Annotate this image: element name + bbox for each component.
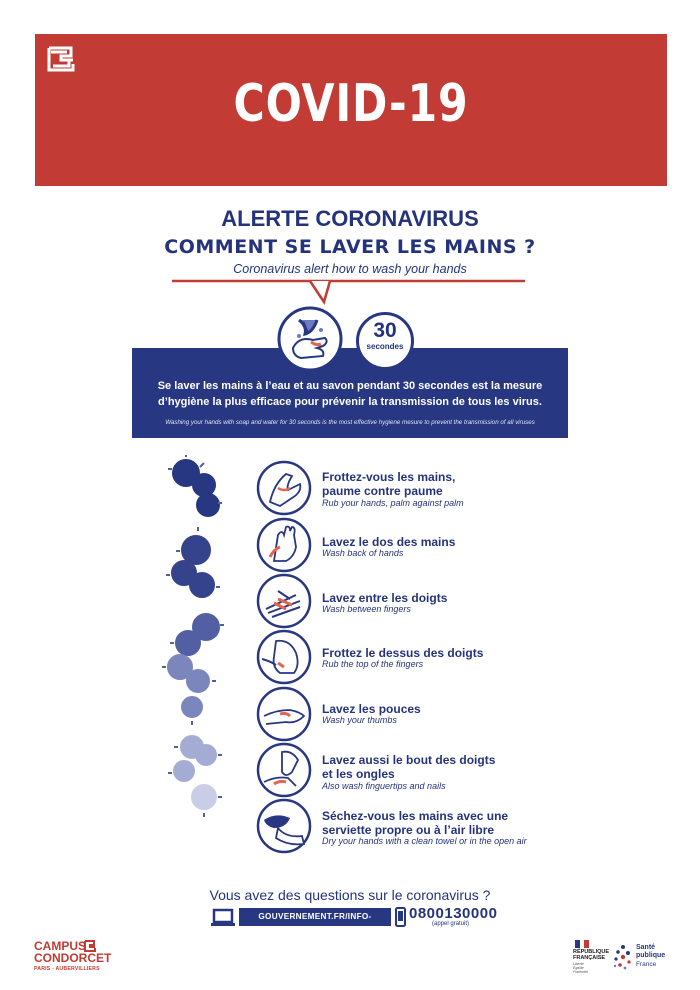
rf-motto-2: Égalité	[573, 966, 584, 970]
alert-heading: ALERTE CORONAVIRUS	[221, 206, 479, 231]
step-1-title-line1: Frottez-vous les mains,	[322, 470, 456, 484]
rf-line1: RÉPUBLIQUE	[573, 949, 610, 955]
french-flag-icon	[575, 940, 589, 948]
subtitle-en: Coronavirus alert how to wash your hands	[233, 262, 467, 276]
step-5-title: Lavez les pouces	[322, 702, 421, 716]
badge-unit: secondes	[366, 342, 404, 351]
step-1-title-line2: paume contre paume	[322, 484, 443, 498]
intro-text-en: Washing your hands with soap and water for 30 seconds is the most effective hygiene mesure to prevent the transmission of all viruses	[165, 419, 535, 426]
step-6-title	[322, 753, 592, 781]
step-4-subtitle: Rub the top of the fingers	[322, 659, 424, 669]
rf-line2: FRANÇAISE	[573, 955, 606, 961]
fingers-icon	[256, 573, 312, 629]
info-url-link[interactable]: GOUVERNEMENT.FR/INFO-CORONAVIRUS	[239, 908, 391, 926]
page-title: COVID-19	[233, 74, 469, 134]
phone-note: (appel gratuit)	[432, 921, 470, 927]
thumb-icon	[256, 686, 312, 742]
step-3-subtitle: Wash between fingers	[322, 604, 411, 614]
palm-rub-icon	[256, 460, 312, 516]
step-3-title: Lavez entre les doigts	[322, 591, 448, 605]
rf-motto	[573, 962, 588, 974]
rf-motto-1: Liberté	[573, 962, 584, 966]
step-6-subtitle: Also wash finguertips and nails	[322, 781, 446, 791]
towel-icon	[256, 798, 312, 854]
step-7-title	[322, 809, 592, 837]
sp-line2: publique	[636, 952, 666, 959]
laptop-icon	[210, 908, 236, 928]
thirty-seconds-badge	[356, 312, 414, 370]
campus-logo-line2: CONDORCET	[34, 951, 112, 965]
how-heading: COMMENT SE LAVER LES MAINS ?	[164, 236, 536, 258]
speech-bubble-underline	[170, 276, 530, 306]
header-banner	[35, 34, 667, 186]
sante-publique-logo	[636, 944, 665, 960]
intro-text-line2: d’hygiène la plus efficace pour prévenir la transmission de tous les virus.	[158, 396, 542, 408]
step-7-title-line2: serviette propre ou à l’air libre	[322, 823, 495, 837]
sp-line1: Santé	[636, 944, 656, 951]
phone-icon	[395, 907, 406, 927]
sante-publique-logo-icon	[613, 944, 633, 970]
rf-motto-3: Fraternité	[573, 970, 588, 974]
campus-condorcet-logo	[34, 940, 111, 964]
step-5-subtitle: Wash your thumbs	[322, 715, 397, 725]
back-hand-icon	[256, 517, 312, 573]
virus-icon	[162, 455, 232, 835]
step-2-subtitle: Wash back of hands	[322, 548, 404, 558]
step-4-title: Frottez le dessus des doigts	[322, 646, 484, 660]
questions-heading: Vous avez des questions sur le coronavirus ?	[209, 887, 491, 903]
republique-francaise-logo	[573, 949, 609, 961]
step-6-title-line1: Lavez aussi le bout des doigts	[322, 753, 496, 767]
badge-number: 30	[373, 319, 397, 342]
step-1-subtitle: Rub your hands, palm against palm	[322, 498, 464, 508]
fingertips-icon	[256, 742, 312, 798]
step-7-title-line1: Séchez-vous les mains avec une	[322, 809, 509, 823]
step-2-title: Lavez le dos des mains	[322, 535, 456, 549]
campus-logo-sub: PARIS - AUBERVILLIERS	[34, 966, 100, 972]
intro-text	[132, 378, 568, 410]
phone-number[interactable]: 0800130000	[409, 905, 498, 922]
intro-text-line1: Se laver les mains à l’eau et au savon pendant 30 secondes est la mesure	[157, 380, 543, 392]
campus-logo-line1: CAMPUS	[34, 939, 87, 953]
hand-wash-icon	[277, 306, 343, 372]
step-6-title-line2: et les ongles	[322, 767, 395, 781]
campus-condorcet-logo-icon	[47, 46, 75, 72]
campus-mark-icon	[84, 940, 96, 952]
step-7-subtitle: Dry your hands with a clean towel or in the open air	[322, 836, 527, 846]
intro-box	[132, 348, 568, 438]
step-1-title	[322, 470, 592, 498]
finger-top-icon	[256, 629, 312, 685]
sp-line3: France	[636, 961, 657, 968]
